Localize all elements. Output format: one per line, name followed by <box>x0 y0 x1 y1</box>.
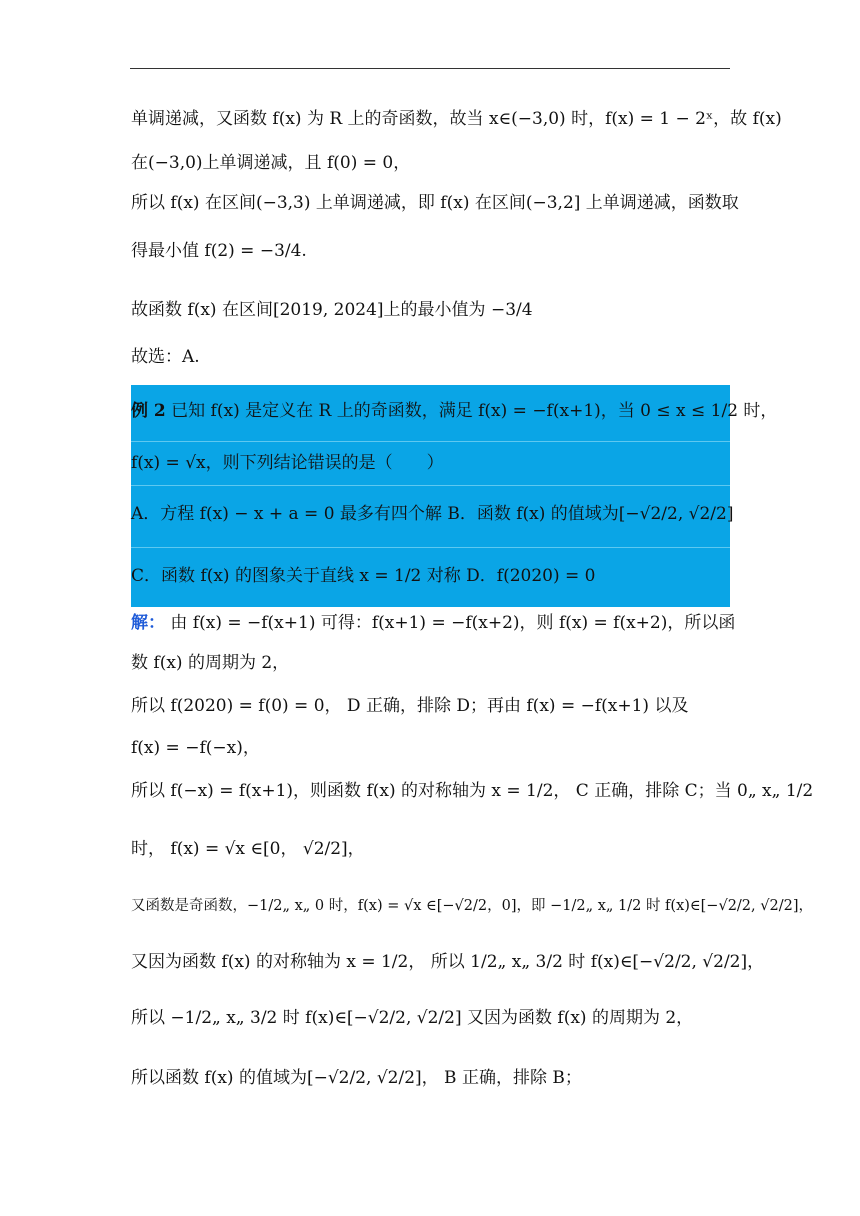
solution-line: 所以函数 f(x) 的值域为[−√2/2, √2/2]， B 正确，排除 B； <box>131 1068 582 1088</box>
solution-line: 所以 f(2020) = f(0) = 0， D 正确，排除 D；再由 f(x) = −f(x+1) 以及 <box>131 696 689 716</box>
solution-line: 又函数是奇函数，−1/2„ x„ 0 时，f(x) = √x ∈[−√2/2，0]，即 −1/2„ x„ 1/2 时 f(x)∈[−√2/2, √2/2]， <box>131 898 813 914</box>
text-line: 在(−3,0)上单调递减，且 f(0) = 0， <box>131 153 411 173</box>
example-divider <box>131 547 730 548</box>
header-rule <box>130 68 730 69</box>
solution-line: 数 f(x) 的周期为 2， <box>131 653 290 673</box>
text-line: 单调递减，又函数 f(x) 为 R 上的奇函数，故当 x∈(−3,0) 时，f(x) = 1 − 2ˣ，故 f(x) <box>131 109 782 129</box>
text-line: 所以 f(x) 在区间(−3,3) 上单调递减，即 f(x) 在区间(−3,2] 上单调递减，函数取 <box>131 193 739 213</box>
solution-line: 时， f(x) = √x ∈[0， √2/2]， <box>131 839 365 859</box>
example-label: 例 2 <box>131 401 166 421</box>
example-row-1 <box>131 400 777 422</box>
solution-line: 所以 f(−x) = f(x+1)，则函数 f(x) 的对称轴为 x = 1/2， C 正确，排除 C；当 0„ x„ 1/2 <box>131 781 814 801</box>
solution-line: 又因为函数 f(x) 的对称轴为 x = 1/2， 所以 1/2„ x„ 3/2 时 f(x)∈[−√2/2, √2/2]， <box>131 952 765 972</box>
example-divider <box>131 485 730 486</box>
option-c-d: C．函数 f(x) 的图象关于直线 x = 1/2 对称 D．f(2020) = 0 <box>131 566 596 586</box>
example-row-2: f(x) = √x，则下列结论错误的是（ ） <box>131 453 444 473</box>
solution-label: 解： <box>131 613 165 633</box>
example-divider <box>131 441 730 442</box>
solution-line: f(x) = −f(−x)， <box>131 738 260 758</box>
example-question: 已知 f(x) 是定义在 R 上的奇函数，满足 f(x) = −f(x+1)，当 0 ≤ x ≤ 1/2 时， <box>171 401 778 421</box>
text-line: 故选：A. <box>131 347 200 367</box>
solution-line <box>131 612 735 634</box>
option-a-b: A．方程 f(x) − x + a = 0 最多有四个解 B．函数 f(x) 的值域为[−√2/2, √2/2] <box>131 504 734 524</box>
text-line: 故函数 f(x) 在区间[2019, 2024]上的最小值为 −3/4 <box>131 300 533 320</box>
text-line: 得最小值 f(2) = −3/4. <box>131 241 307 261</box>
solution-line: 所以 −1/2„ x„ 3/2 时 f(x)∈[−√2/2, √2/2] 又因为函数 f(x) 的周期为 2， <box>131 1008 694 1028</box>
solution-text: 由 f(x) = −f(x+1) 可得：f(x+1) = −f(x+2)，则 f(x) = f(x+2)，所以函 <box>170 613 736 633</box>
